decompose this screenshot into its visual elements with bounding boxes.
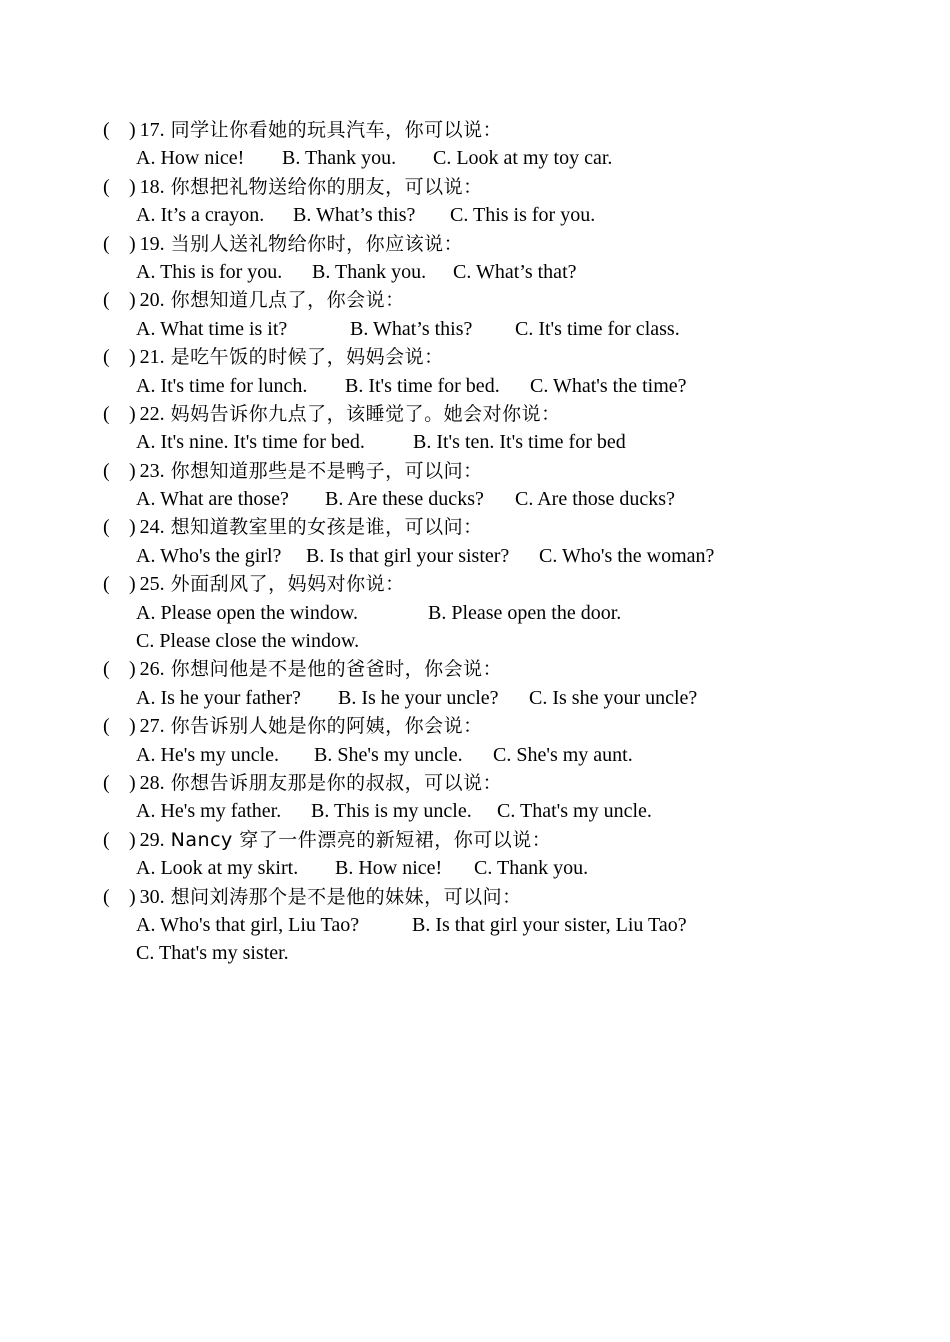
- answer-blank-close-paren: ): [129, 828, 136, 851]
- answer-blank-close-paren: ): [129, 658, 136, 681]
- answer-option: A. He's my father.: [136, 800, 282, 823]
- question-prompt: 你告诉别人她是你的阿姨，你会说：: [170, 715, 483, 738]
- question-prompt: 外面刮风了，妈妈对你说：: [170, 573, 405, 596]
- options-line: [103, 599, 903, 627]
- answer-option: A. This is for you.: [136, 260, 283, 283]
- question-prompt: 同学让你看她的玩具汽车，你可以说：: [170, 119, 503, 141]
- answer-blank-close-paren: ): [129, 573, 136, 596]
- answer-option: A. It's time for lunch.: [136, 374, 308, 397]
- question-prompt: 你想把礼物送给你的朋友，可以说：: [170, 175, 483, 198]
- answer-blank-close-paren: ): [129, 289, 136, 312]
- options-line: [103, 144, 903, 172]
- answer-blank-close-paren: ): [129, 175, 136, 198]
- question-number: 23.: [139, 459, 165, 482]
- answer-blank-open-paren: (: [103, 658, 110, 681]
- question-line: [103, 655, 903, 683]
- answer-option: A. Please open the window.: [136, 601, 358, 624]
- question-line: [103, 570, 903, 598]
- question-number: 19.: [139, 232, 165, 255]
- answer-option: B. It's time for bed.: [345, 374, 500, 397]
- question-prompt: 妈妈告诉你九点了，该睡觉了。她会对你说：: [170, 402, 561, 425]
- answer-blank-open-paren: (: [103, 885, 110, 908]
- answer-option: B. What’s this?: [350, 317, 473, 340]
- options-line: [103, 627, 903, 655]
- question-number: 25.: [139, 573, 165, 596]
- answer-option: C. Who's the woman?: [539, 544, 715, 567]
- answer-option: C. Please close the window.: [136, 630, 360, 653]
- options-line: [103, 911, 903, 939]
- question-number: 18.: [139, 175, 165, 198]
- options-line: [103, 797, 903, 825]
- answer-option: C. This is for you.: [450, 204, 596, 227]
- answer-option: A. What are those?: [136, 488, 289, 511]
- answer-blank-open-paren: (: [103, 289, 110, 312]
- answer-blank-open-paren: (: [103, 771, 110, 794]
- answer-option: B. She's my uncle.: [314, 743, 463, 766]
- options-line: [103, 542, 903, 570]
- answer-option: B. What’s this?: [293, 204, 416, 227]
- answer-option: B. Is he your uncle?: [338, 686, 499, 709]
- answer-option: C. What's the time?: [530, 374, 687, 397]
- question-prompt: 当别人送礼物给你时，你应该说：: [170, 232, 464, 255]
- options-line: [103, 201, 903, 229]
- answer-blank-open-paren: (: [103, 402, 110, 425]
- answer-option: A. What time is it?: [136, 317, 288, 340]
- answer-blank-close-paren: ): [129, 402, 136, 425]
- answer-blank-open-paren: (: [103, 459, 110, 482]
- answer-option: B. Are these ducks?: [325, 488, 484, 511]
- answer-blank-close-paren: ): [129, 771, 136, 794]
- question-prompt: 你想知道几点了，你会说：: [170, 289, 405, 312]
- question-number: 27.: [139, 715, 165, 738]
- answer-option: A. He's my uncle.: [136, 743, 280, 766]
- question-line: [103, 883, 903, 911]
- question-line: [103, 286, 903, 314]
- answer-option: A. Who's the girl?: [136, 544, 282, 567]
- answer-blank-open-paren: (: [103, 573, 110, 596]
- answer-blank-close-paren: ): [129, 346, 136, 369]
- answer-option: C. That's my sister.: [136, 942, 289, 965]
- question-prompt: 你想问他是不是他的爸爸时，你会说：: [170, 658, 503, 681]
- question-list: [103, 116, 903, 968]
- answer-option: A. It's nine. It's time for bed.: [136, 431, 365, 454]
- answer-option: C. It's time for class.: [515, 317, 680, 340]
- question-prompt: Nancy 穿了一件漂亮的新短裙，你可以说：: [170, 828, 552, 851]
- answer-option: B. How nice!: [335, 857, 443, 880]
- options-line: [103, 372, 903, 400]
- question-number: 24.: [139, 516, 165, 539]
- answer-blank-close-paren: ): [129, 232, 136, 255]
- answer-blank-open-paren: (: [103, 175, 110, 198]
- answer-blank-close-paren: ): [129, 516, 136, 539]
- answer-option: A. It’s a crayon.: [136, 204, 265, 227]
- answer-option: C. Is she your uncle?: [529, 686, 698, 709]
- question-number: 20.: [139, 289, 165, 312]
- answer-blank-close-paren: ): [129, 885, 136, 908]
- answer-option: B. This is my uncle.: [311, 800, 472, 823]
- options-line: [103, 939, 903, 967]
- question-number: 26.: [139, 658, 165, 681]
- answer-option: C. What’s that?: [453, 260, 577, 283]
- question-prompt: 你想告诉朋友那是你的叔叔，可以说：: [170, 771, 503, 794]
- answer-option: A. Look at my skirt.: [136, 857, 299, 880]
- answer-blank-close-paren: ): [129, 715, 136, 738]
- answer-option: C. Look at my toy car.: [433, 147, 613, 170]
- question-prompt: 想知道教室里的女孩是谁，可以问：: [170, 516, 483, 539]
- answer-option: A. Is he your father?: [136, 686, 301, 709]
- question-prompt: 是吃午饭的时候了，妈妈会说：: [170, 346, 444, 369]
- answer-blank-open-paren: (: [103, 346, 110, 369]
- question-number: 21.: [139, 346, 165, 369]
- answer-blank-open-paren: (: [103, 232, 110, 255]
- answer-option: B. Is that girl your sister, Liu Tao?: [412, 913, 687, 936]
- question-prompt: 想问刘涛那个是不是他的妹妹，可以问：: [170, 885, 522, 908]
- question-line: [103, 173, 903, 201]
- question-prompt: 你想知道那些是不是鸭子，可以问：: [170, 459, 483, 482]
- question-line: [103, 712, 903, 740]
- answer-blank-open-paren: (: [103, 119, 110, 141]
- answer-blank-open-paren: (: [103, 516, 110, 539]
- question-line: [103, 400, 903, 428]
- answer-option: A. How nice!: [136, 147, 245, 170]
- answer-blank-close-paren: ): [129, 459, 136, 482]
- question-line: [103, 457, 903, 485]
- answer-option: C. Are those ducks?: [515, 488, 675, 511]
- answer-blank-close-paren: ): [129, 119, 136, 141]
- options-line: [103, 428, 903, 456]
- question-line: [103, 116, 903, 144]
- options-line: [103, 315, 903, 343]
- question-number: 28.: [139, 771, 165, 794]
- question-number: 29.: [139, 828, 165, 851]
- question-line: [103, 826, 903, 854]
- question-line: [103, 513, 903, 541]
- answer-option: A. Who's that girl, Liu Tao?: [136, 913, 360, 936]
- answer-option: B. It's ten. It's time for bed: [413, 431, 626, 454]
- answer-option: B. Is that girl your sister?: [306, 544, 510, 567]
- options-line: [103, 741, 903, 769]
- answer-option: C. Thank you.: [474, 857, 589, 880]
- answer-option: B. Thank you.: [312, 260, 427, 283]
- answer-option: C. That's my uncle.: [497, 800, 652, 823]
- question-number: 30.: [139, 885, 165, 908]
- answer-option: B. Thank you.: [282, 147, 397, 170]
- answer-blank-open-paren: (: [103, 715, 110, 738]
- options-line: [103, 684, 903, 712]
- question-number: 17.: [139, 119, 165, 141]
- question-line: [103, 230, 903, 258]
- question-line: [103, 343, 903, 371]
- options-line: [103, 485, 903, 513]
- question-line: [103, 769, 903, 797]
- options-line: [103, 258, 903, 286]
- question-number: 22.: [139, 402, 165, 425]
- options-line: [103, 854, 903, 882]
- answer-option: B. Please open the door.: [428, 601, 622, 624]
- answer-blank-open-paren: (: [103, 828, 110, 851]
- answer-option: C. She's my aunt.: [493, 743, 633, 766]
